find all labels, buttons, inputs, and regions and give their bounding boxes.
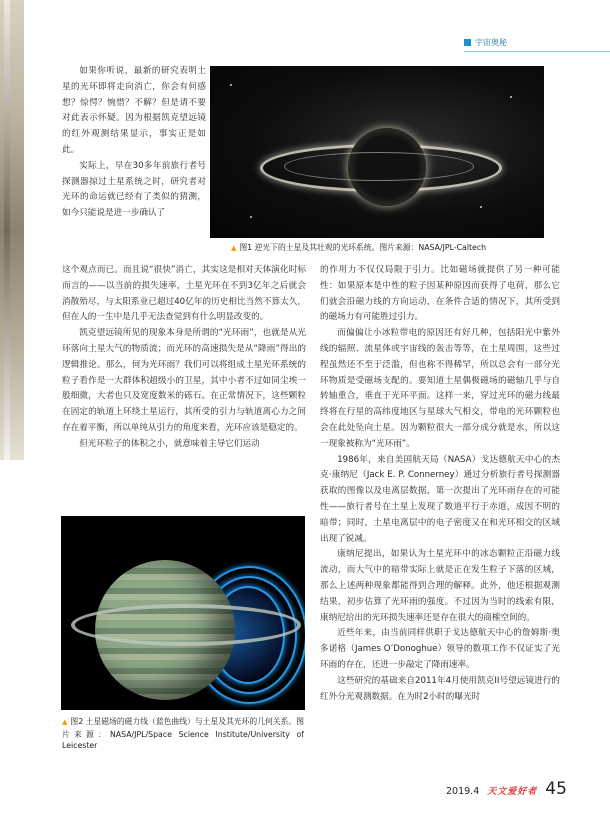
paragraph: 但光环粒子的体积之小，就意味着主导它们运动 [79, 438, 260, 449]
issue-date: 2019.4 [446, 786, 480, 797]
paragraph: 这个观点而已。而且说“很快”消亡，其实这是相对天体演化时标而言的——以当前的损失速率，土星光环在不到3亿年之后就会消散殆尽，与太阳系业已超过40亿年的历史相比当然不算太久，但在人的一生中是几乎无法查觉到有什么明显改变的。 [62, 265, 306, 323]
paragraph: 如果你听说，最新的研究表明土星的光环即将走向消亡，你会有何感想？惊愕？惋惜？不解？但是请不要对此表示怀疑。因为根据凯克望远镜的红外观测结果显示，事实正是如此。 [62, 66, 206, 155]
paragraph: 1986年，来自美国航天局（NASA）戈达德航天中心的杰克·康纳尼（Jack E. P. Connerney）通过分析旅行者号探测器获取的图像以及电离层数据，第一次提出了光环雨存在的可能性——旅行者号在土星上发现了数道平行于赤道，成因不明的暗带；同时，土星电离层中的电子密度又在和光环相交的区域出现了锐减。 [320, 454, 560, 544]
paragraph: 凯克望远镜所见的现象本身是所谓的“光环雨”，也就是从光环落向土星大气的物质流；而光环的高速损失是从“降雨”得出的逻辑推论。那么，何为光环雨？我们可以将组成土星光环系统的粒子看作是一大群体积超级小的卫星，其中小者不过如同尘埃一般细微，大者也只及宽度数米的砾石。在正常情况下，这些颗粒在固定的轨道上环绕土星运行，其所受的引力与轨道离心力之间存在着平衡，所以单纯从引力的角度来看，光环应该是稳定的。 [62, 328, 306, 433]
magazine-name: 天文爱好者 [487, 787, 538, 797]
column-left-mid [62, 263, 306, 453]
paragraph: 而偏偏让小冰粒带电的原因还有好几种，包括阳光中紫外线的辐照、流星体或宇宙线的轰击等等，在土星周围，这些过程虽然还不至于泛滥，但也称不得稀罕，所以总会有一部分光环物质是受磁场支配的。要知道土星偶极磁场的磁轴几乎与自转轴重合，垂直于光环平面。这样一来，穿过光环的磁力线最终将在行星的高纬度地区与星球大气相交，带电的光环颗粒也会在此处坠向土星。因为颗粒很大一部分成分就是水，所以这一现象被称为“光环雨”。 [320, 328, 560, 449]
section-square-icon [464, 39, 471, 46]
saturn-ring-edge-strip [0, 0, 24, 460]
paragraph: 这些研究的基础来自2011年4月使用凯克II号望远镜进行的红外分光观测数据。在为时2小时的曝光时 [320, 675, 560, 702]
ring-inner [284, 152, 474, 181]
triangle-bullet-icon: ▲ [62, 718, 68, 726]
column-left-top [62, 64, 206, 222]
page-number: 45 [545, 779, 567, 799]
figure-saturn-magnetic-field [61, 516, 305, 710]
section-rule [464, 51, 610, 52]
page-footer [446, 779, 567, 799]
column-right [320, 263, 560, 705]
paragraph: 康纳尼提出，如果认为土星光环中的冰态颗粒正沿磁力线流动，而大气中的暗带实际上就是正在发生粒子下落的区域，那么上述两种现象都能得到合理的解释。此外，他还根据观测结果，初步估算了光环雨的强度。不过因为当时的线索有限，康纳尼给出的光环损失速率还是存在很大的商榷空间的。 [320, 549, 560, 623]
triangle-bullet-icon: ▲ [231, 244, 237, 252]
section-tag-label: 宇宙奥秘 [475, 37, 507, 47]
section-tag [464, 35, 544, 49]
paragraph: 近些年来，由当前同样供职于戈达德航天中心的詹姆斯·奥多诺格（James O’Donoghue）领导的数项工作不仅证实了光环雨的存在，还进一步敲定了降雨速率。 [320, 628, 560, 670]
paragraph: 实际上，早在30多年前旅行者号探测器掠过土星系统之时，研究者对光环的命运就已经有了类似的猜测，如今只能说是进一步确认了 [62, 160, 206, 219]
figure1-caption: ▲ 图1 逆光下的土星及其壮观的光环系统。图片来源：NASA/JPL-Caltech [231, 243, 487, 252]
figure-saturn-backlit [210, 66, 544, 238]
paragraph: 的作用力不仅仅局限于引力。比如磁场就提供了另一种可能性：如果原本是中性的粒子因某种原因而获得了电荷，那么它们就会沿磁力线的方向运动，在条件合适的情况下，其所受到的磁场力有可能胜过引力。 [320, 265, 560, 323]
figure2-caption: ▲ 图2 土星磁场的磁力线（蓝色曲线）与土星及其光环的几何关系。图片来源：NASA/JPL/Space Science Institute/University of Leicester [62, 717, 304, 750]
saturn-rings [71, 604, 301, 646]
